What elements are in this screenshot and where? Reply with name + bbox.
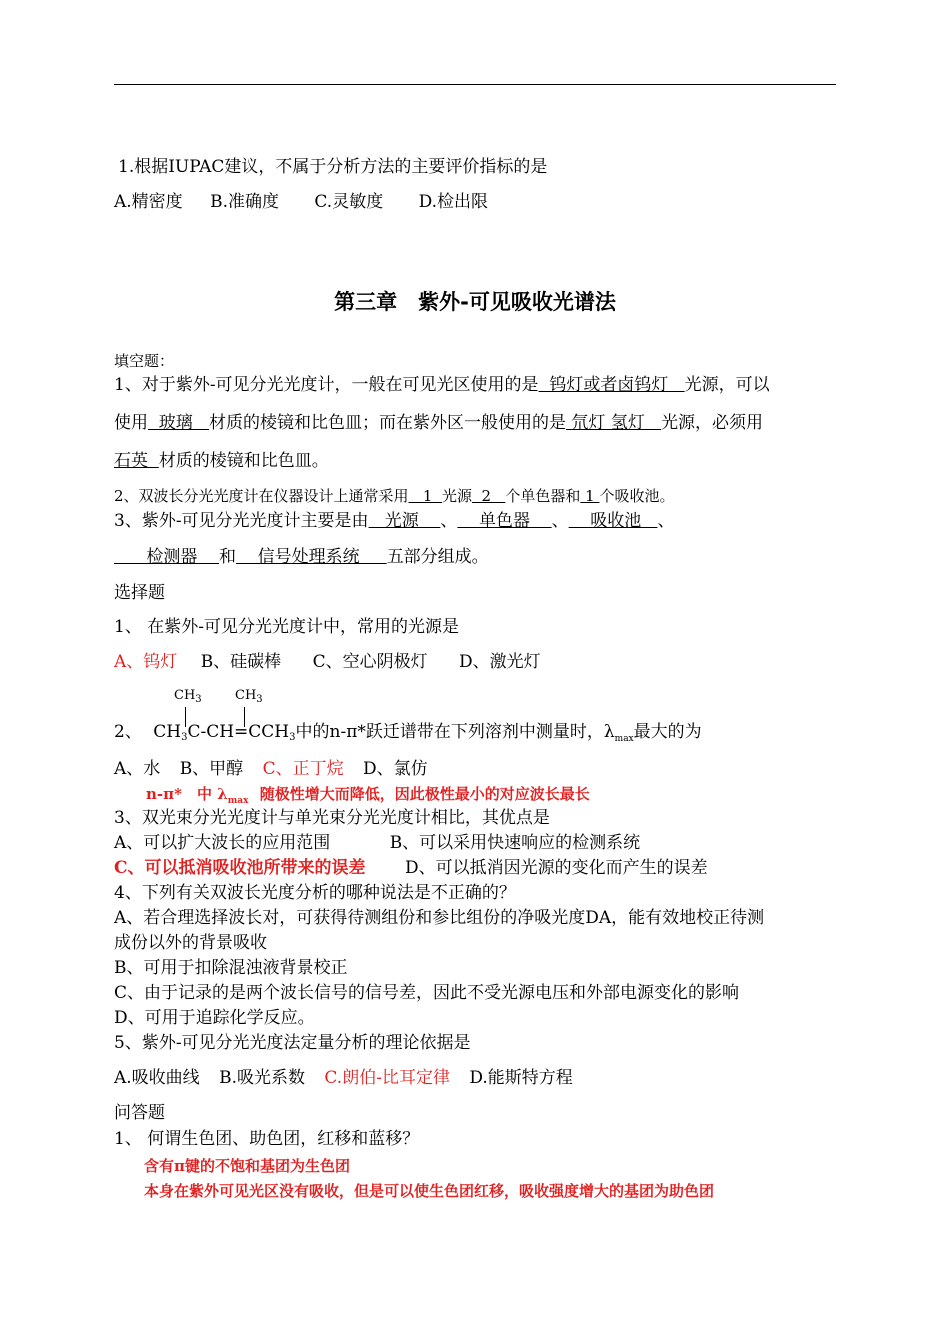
- choice-q1-option-b: B、硅碳棒: [200, 652, 282, 672]
- option-a: A.精密度: [114, 192, 183, 212]
- fill-q1-answer-1: 钨灯或者卤钨灯: [538, 375, 685, 395]
- fill-q1-text-2: 光源，可以: [684, 375, 770, 395]
- fill-q3-answer-3: 吸收池: [568, 511, 658, 531]
- choice-q2-text: 中的n-π*跃迁谱带在下列溶剂中测量时，: [295, 722, 604, 742]
- choice-heading: 选择题: [114, 583, 165, 603]
- fill-q2: [114, 485, 674, 507]
- fill-q3-answer-5: 信号处理系统: [236, 547, 387, 567]
- choice-q1-question: 1、 在紫外-可见分光光度计中，常用的光源是: [114, 617, 459, 637]
- option-d: D.检出限: [418, 192, 489, 212]
- option-c: C.灵敏度: [314, 192, 384, 212]
- choice-q3-option-d: D、可以抵消因光源的变化而产生的误差: [404, 858, 708, 878]
- fill-q3-answer-2: 单色器: [457, 511, 552, 531]
- fill-q1-answer-4: 石英: [114, 451, 159, 471]
- fill-q3-text-1: 3、紫外-可见分光光度计主要是由: [114, 511, 369, 531]
- choice-q2-question: [114, 721, 702, 750]
- choice-q5-option-d: D.能斯特方程: [469, 1068, 573, 1088]
- choice-q2-option-a: A、水: [114, 759, 161, 779]
- fill-q3-sep-1: 、: [440, 511, 458, 531]
- fill-q1-text-1: 1、对于紫外-可见分光光度计，一般在可见光区使用的是: [114, 375, 539, 395]
- choice-q4-option-a-line1: A、若合理选择波长对，可获得待测组份和参比组份的净吸光度DA，能有效地校正待测: [114, 908, 765, 928]
- formula-methyl-2: $CH_3$: [235, 688, 263, 705]
- question-iupac: 1.根据IUPAC建议，不属于分析方法的主要评价指标的是: [118, 157, 548, 177]
- qa-heading: 问答题: [114, 1103, 165, 1123]
- choice-q3-option-b: B、可以采用快速响应的检测系统: [389, 833, 641, 853]
- qa-q1-question: 1、 何谓生色团、助色团，红移和蓝移？: [114, 1129, 420, 1149]
- fill-q3-line1: [114, 510, 674, 532]
- fill-q3-sep-2: 、: [551, 511, 569, 531]
- fill-q1-line3: [114, 450, 329, 472]
- fill-q3-text-2: 和: [219, 547, 237, 567]
- choice-q5-option-b: B.吸光系数: [219, 1068, 305, 1088]
- fill-q2-text-1: 2、双波长分光光度计在仪器设计上通常采用: [114, 487, 409, 505]
- fill-heading: 填空题：: [114, 352, 175, 370]
- fill-q3-sep-3: 、: [657, 511, 675, 531]
- fill-q1-answer-3: 氘灯 氢灯: [566, 413, 662, 433]
- qa-q1-answer-1: 含有π键的不饱和基团为生色团: [144, 1157, 350, 1175]
- fill-q1-text-6: 材质的棱镜和比色皿。: [158, 451, 329, 471]
- choice-q1-option-d: D、激光灯: [459, 652, 541, 672]
- choice-q2-option-c-correct: C、正丁烷: [262, 759, 344, 779]
- choice-q5-option-a: A.吸收曲线: [114, 1068, 200, 1088]
- choice-q1-options: [114, 651, 541, 673]
- choice-q1-option-c: C、空心阴极灯: [312, 652, 428, 672]
- choice-q3-options-ab: [114, 832, 640, 854]
- choice-q4-option-b: B、可用于扣除混浊液背景校正: [114, 958, 348, 978]
- choice-q2-option-d: D、氯仿: [363, 759, 428, 779]
- lambda-max: $\lambda_{max}$: [603, 722, 634, 744]
- choice-q4-option-a-line2: 成份以外的背景吸收: [114, 933, 267, 953]
- choice-q4-option-d: D、可用于追踪化学反应。: [114, 1008, 315, 1028]
- fill-q2-answer-1: 1: [408, 487, 442, 505]
- choice-q3-option-c-correct: C、可以抵消吸收池所带来的误差: [114, 858, 366, 878]
- choice-q3-option-a: A、可以扩大波长的应用范围: [114, 833, 331, 853]
- fill-q3-answer-4: 检测器: [114, 547, 220, 567]
- fill-q2-answer-3: 1: [580, 487, 600, 505]
- fill-q1-answer-2: 玻璃: [148, 413, 210, 433]
- fill-q2-text-4: 个吸收池。: [599, 487, 675, 505]
- fill-q1-text-5: 光源，必须用: [661, 413, 764, 433]
- fill-q1-text-4: 材质的棱镜和比色皿；而在紫外区一般使用的是: [209, 413, 567, 433]
- choice-q2-options: [114, 758, 428, 780]
- fill-q1-line2: [114, 412, 763, 434]
- choice-q5-question: 5、紫外-可见分光光度法定量分析的理论依据是: [114, 1033, 471, 1053]
- qa-q1-answer-2: 本身在紫外可见光区没有吸收，但是可以使生色团红移，吸收强度增大的基团为助色团: [144, 1182, 715, 1200]
- choice-q5-option-c-correct: C.朗伯-比耳定律: [324, 1068, 450, 1088]
- choice-q3-question: 3、双光束分光光度计与单光束分光光度计相比，其优点是: [114, 808, 550, 828]
- choice-q4-question: 4、下列有关双波长光度分析的哪种说法是不正确的？: [114, 883, 516, 903]
- choice-q2-tail: 最大的为: [633, 722, 702, 742]
- fill-q2-answer-2: 2: [471, 487, 506, 505]
- fill-q1-line1: [114, 374, 770, 396]
- formula-methyl-1: $CH_3$: [174, 688, 202, 705]
- choice-q2-number: 2、: [114, 722, 142, 742]
- choice-q2-explanation: n-π* 中 $\lambda_{max}$ 随极性增大而降低，因此极性最小的对应波长最长: [146, 785, 590, 806]
- option-b: B.准确度: [210, 192, 279, 212]
- fill-q1-text-3: 使用: [114, 413, 148, 433]
- fill-q3-line2: [114, 546, 489, 568]
- choice-q2-option-b: B、甲醇: [179, 759, 244, 779]
- formula-chain: $CH_3C-CH=CCH_3$: [153, 722, 296, 743]
- fill-q2-text-2: 光源: [441, 487, 472, 505]
- choice-q1-option-a-correct: A、钨灯: [114, 652, 178, 672]
- header-rule: [114, 84, 836, 85]
- choice-q4-option-c: C、由于记录的是两个波长信号的信号差，因此不受光源电压和外部电源变化的影响: [114, 983, 740, 1003]
- choice-q3-options-cd: [114, 857, 708, 879]
- fill-q3-text-3: 五部分组成。: [386, 547, 489, 567]
- choice-q5-options: [114, 1067, 573, 1089]
- chapter-title: 第三章 紫外-可见吸收光谱法: [334, 290, 616, 314]
- fill-q2-text-3: 个单色器和: [505, 487, 581, 505]
- fill-q3-answer-1: 光源: [368, 511, 441, 531]
- question-iupac-options: [114, 191, 488, 213]
